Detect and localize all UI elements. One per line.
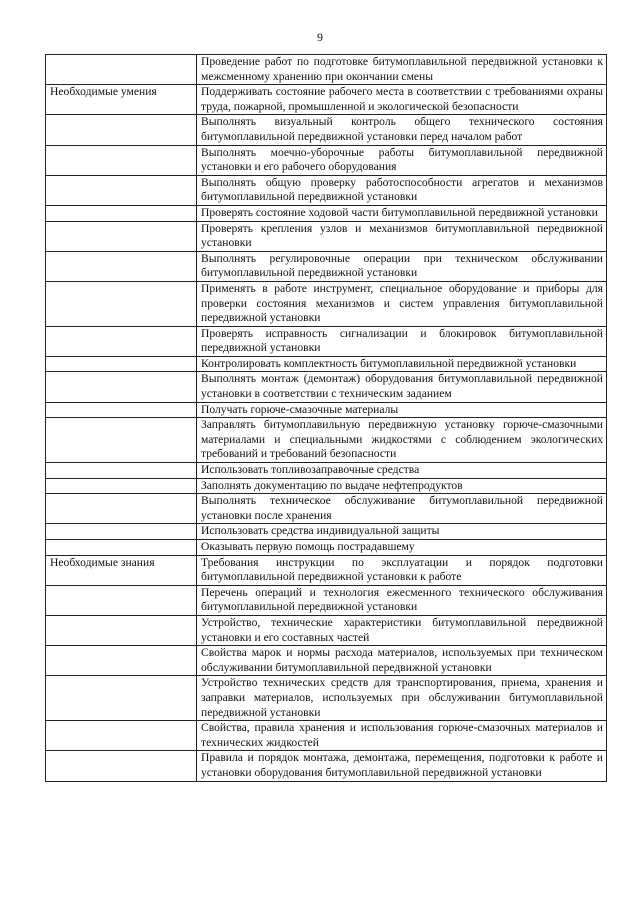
group-label-continuation bbox=[46, 615, 197, 645]
group-label-continuation bbox=[46, 115, 197, 145]
requirements-table bbox=[45, 54, 607, 782]
requirement-item: Выполнять монтаж (демонтаж) оборудования битумоплавильной передвижной установки в соответствии с техническим заданием bbox=[197, 372, 607, 402]
table-row bbox=[46, 85, 607, 115]
table-row bbox=[46, 356, 607, 372]
table-row bbox=[46, 676, 607, 721]
group-label-continuation bbox=[46, 281, 197, 326]
requirement-item: Устройство, технические характеристики битумоплавильной передвижной установки и его составных частей bbox=[197, 615, 607, 645]
page-number: 9 bbox=[317, 30, 323, 44]
table-row bbox=[46, 494, 607, 524]
group-label bbox=[46, 55, 197, 85]
requirement-item: Свойства марок и нормы расхода материалов, используемых при техническом обслуживании битумоплавильной передвижной установки bbox=[197, 646, 607, 676]
requirement-item: Перечень операций и технология ежесменного технического обслуживания битумоплавильной передвижной установки bbox=[197, 585, 607, 615]
table-row bbox=[46, 721, 607, 751]
requirement-item: Проведение работ по подготовке битумоплавильной передвижной установки к межсменному хранению при окончании смены bbox=[197, 55, 607, 85]
group-label-continuation bbox=[46, 221, 197, 251]
requirement-item: Выполнять моечно-уборочные работы битумоплавильной передвижной установки и его рабочего оборудования bbox=[197, 145, 607, 175]
table-row bbox=[46, 145, 607, 175]
group-label-continuation bbox=[46, 751, 197, 781]
requirement-item: Выполнять общую проверку работоспособности агрегатов и механизмов битумоплавильной передвижной установки bbox=[197, 175, 607, 205]
group-label-continuation bbox=[46, 251, 197, 281]
table-row bbox=[46, 372, 607, 402]
group-label-continuation bbox=[46, 372, 197, 402]
requirement-item: Оказывать первую помощь пострадавшему bbox=[197, 540, 607, 556]
table-row bbox=[46, 221, 607, 251]
group-label-continuation bbox=[46, 494, 197, 524]
table-row bbox=[46, 205, 607, 221]
group-label-continuation bbox=[46, 418, 197, 463]
table-row bbox=[46, 175, 607, 205]
requirement-item: Заполнять документацию по выдаче нефтепродуктов bbox=[197, 478, 607, 494]
group-label: Необходимые умения bbox=[46, 85, 197, 115]
requirement-item: Проверять исправность сигнализации и блокировок битумоплавильной передвижной установки bbox=[197, 326, 607, 356]
group-label-continuation bbox=[46, 326, 197, 356]
group-label: Необходимые знания bbox=[46, 555, 197, 585]
requirement-item: Заправлять битумоплавильную передвижную установку горюче-смазочными материалами и специальными жидкостями с соблюдением экологических требований и требований безопасности bbox=[197, 418, 607, 463]
requirement-item: Контролировать комплектность битумоплавильной передвижной установки bbox=[197, 356, 607, 372]
requirement-item: Правила и порядок монтажа, демонтажа, перемещения, подготовки к работе и установки оборудования битумоплавильной передвижной установки bbox=[197, 751, 607, 781]
group-label-continuation bbox=[46, 205, 197, 221]
requirement-item: Выполнять регулировочные операции при техническом обслуживании битумоплавильной передвижной установки bbox=[197, 251, 607, 281]
requirement-item: Использовать топливозаправочные средства bbox=[197, 463, 607, 479]
group-label-continuation bbox=[46, 721, 197, 751]
group-label-continuation bbox=[46, 585, 197, 615]
table-row bbox=[46, 402, 607, 418]
table-row bbox=[46, 115, 607, 145]
table-row bbox=[46, 540, 607, 556]
table-row bbox=[46, 751, 607, 781]
table-row bbox=[46, 251, 607, 281]
group-label-continuation bbox=[46, 524, 197, 540]
table-row bbox=[46, 555, 607, 585]
requirements-table-body bbox=[46, 55, 607, 782]
table-row bbox=[46, 524, 607, 540]
group-label-continuation bbox=[46, 478, 197, 494]
requirement-item: Применять в работе инструмент, специальное оборудование и приборы для проверки состояния механизмов и систем управления битумоплавильной передвижной установки bbox=[197, 281, 607, 326]
requirement-item: Выполнять визуальный контроль общего технического состояния битумоплавильной передвижной установки перед началом работ bbox=[197, 115, 607, 145]
table-row bbox=[46, 463, 607, 479]
table-row bbox=[46, 326, 607, 356]
requirement-item: Проверять крепления узлов и механизмов битумоплавильной передвижной установки bbox=[197, 221, 607, 251]
requirement-item: Требования инструкции по эксплуатации и порядок подготовки битумоплавильной передвижной установки к работе bbox=[197, 555, 607, 585]
group-label-continuation bbox=[46, 676, 197, 721]
requirement-item: Поддерживать состояние рабочего места в соответствии с требованиями охраны труда, пожарной, промышленной и экологической безопасности bbox=[197, 85, 607, 115]
requirement-item: Свойства, правила хранения и использования горюче-смазочных материалов и технических жидкостей bbox=[197, 721, 607, 751]
requirement-item: Проверять состояние ходовой части битумоплавильной передвижной установки bbox=[197, 205, 607, 221]
table-row bbox=[46, 281, 607, 326]
table-row bbox=[46, 55, 607, 85]
group-label-continuation bbox=[46, 175, 197, 205]
table-row bbox=[46, 478, 607, 494]
requirement-item: Устройство технических средств для транспортирования, приема, хранения и заправки материалов, используемых при обслуживании битумоплавильной передвижной установки bbox=[197, 676, 607, 721]
requirement-item: Выполнять техническое обслуживание битумоплавильной передвижной установки после хранения bbox=[197, 494, 607, 524]
group-label-continuation bbox=[46, 402, 197, 418]
table-row bbox=[46, 646, 607, 676]
table-row bbox=[46, 418, 607, 463]
table-row bbox=[46, 615, 607, 645]
group-label-continuation bbox=[46, 356, 197, 372]
group-label-continuation bbox=[46, 145, 197, 175]
requirement-item: Использовать средства индивидуальной защиты bbox=[197, 524, 607, 540]
group-label-continuation bbox=[46, 646, 197, 676]
group-label-continuation bbox=[46, 540, 197, 556]
requirement-item: Получать горюче-смазочные материалы bbox=[197, 402, 607, 418]
table-row bbox=[46, 585, 607, 615]
group-label-continuation bbox=[46, 463, 197, 479]
